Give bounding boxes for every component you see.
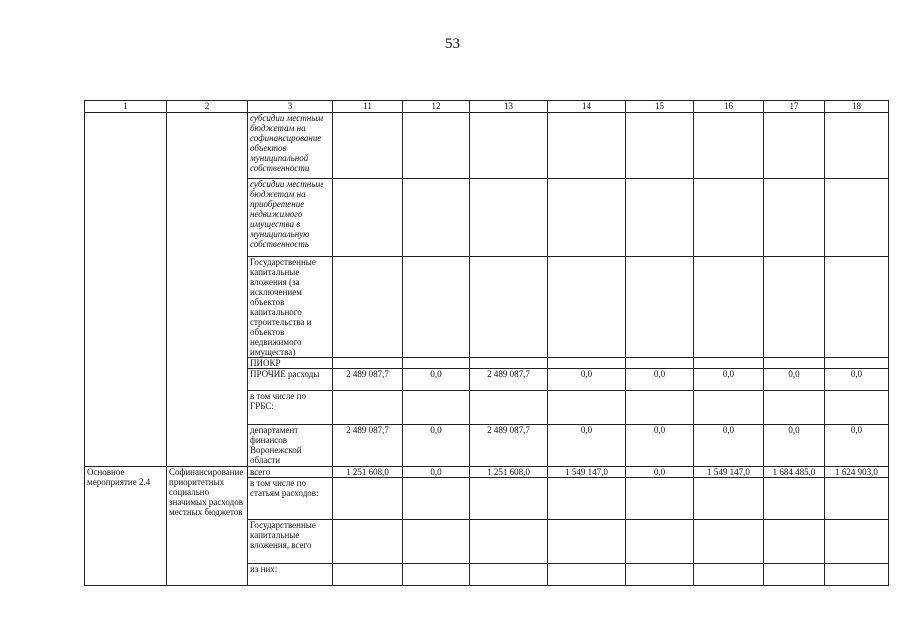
page-number: 53 [445,36,460,52]
table-cell [626,179,694,257]
table-cell [694,520,764,564]
table-cell: 0,0 [694,425,764,467]
table-cell [333,478,403,520]
table-cell: 0,0 [626,425,694,467]
table-cell [333,520,403,564]
header-cell: 15 [626,101,694,113]
table-cell: 0,0 [764,425,825,467]
table-cell [694,358,764,369]
table-cell [333,564,403,586]
table-cell [403,520,470,564]
header-cell: 17 [764,101,825,113]
row-label: департамент финансов Воронежской области [248,425,333,467]
header-cell: 18 [825,101,889,113]
table-cell: 0,0 [403,467,470,478]
activity-name: Основное мероприятие 2.4 [85,467,167,586]
table-cell [403,358,470,369]
table-cell: 2 489 087,7 [470,425,548,467]
table-cell [626,113,694,179]
table-cell [825,257,889,358]
table-cell [548,391,626,425]
table-cell [764,391,825,425]
row-label: Государственные капитальные вложения (за исключением объектов капитального строительства и объектов недвижимого имущества) [248,257,333,358]
table-cell: 0,0 [694,369,764,391]
table-cell [764,358,825,369]
table-cell [470,564,548,586]
table-cell [548,564,626,586]
table-cell [333,358,403,369]
table-cell [548,257,626,358]
table-cell [825,113,889,179]
table-cell [470,113,548,179]
row-label: Государственные капитальные вложения, всего [248,520,333,564]
header-cell: 14 [548,101,626,113]
table-cell [333,179,403,257]
table-cell: 1 624 903,0 [825,467,889,478]
table-cell [764,520,825,564]
table-cell [694,113,764,179]
activity-description: Софинансирование приоритетных социально значимых расходов местных бюджетов [167,467,248,586]
table-cell [626,520,694,564]
table-cell: 0,0 [825,369,889,391]
table-cell [626,564,694,586]
table-cell [694,257,764,358]
table-cell [470,520,548,564]
table-cell: 1 251 608,0 [470,467,548,478]
table-cell: 1 549 147,0 [548,467,626,478]
table-cell [694,478,764,520]
table-cell [548,179,626,257]
table-cell: 0,0 [825,425,889,467]
table-cell [694,179,764,257]
table-cell: 1 684 485,0 [764,467,825,478]
table-cell [333,257,403,358]
table-cell [548,520,626,564]
row-label: в том числе по ГРБС: [248,391,333,425]
table-cell: 0,0 [403,369,470,391]
row-label: в том числе по статьям расходов: [248,478,333,520]
header-cell: 3 [248,101,333,113]
table-cell [825,478,889,520]
table-cell [764,257,825,358]
row-label: субсидии местным бюджетам на софинансирование объектов муниципальной собственности [248,113,333,179]
header-cell: 13 [470,101,548,113]
table-cell [764,564,825,586]
table-cell: 2 489 087,7 [333,425,403,467]
row-label: субсидии местным бюджетам на приобретение недвижимого имущества в муниципальную собственность [248,179,333,257]
table-cell [548,478,626,520]
table-cell: 1 251 608,0 [333,467,403,478]
header-cell: 2 [167,101,248,113]
table-cell [825,391,889,425]
table-cell: 0,0 [626,467,694,478]
table-cell [470,478,548,520]
table-cell [548,113,626,179]
row-label: ПИОКР [248,358,333,369]
table-cell [403,257,470,358]
table-row [85,467,889,478]
table-cell [764,478,825,520]
table-cell [403,564,470,586]
table-cell [825,564,889,586]
table-cell [626,478,694,520]
row-label: ПРОЧИЕ расходы [248,369,333,391]
table-cell [626,358,694,369]
table-cell [764,113,825,179]
table-cell [764,179,825,257]
table-cell [470,391,548,425]
table-cell [470,358,548,369]
table-cell [470,179,548,257]
row-label: из них: [248,564,333,586]
table-cell [825,179,889,257]
table-cell [825,520,889,564]
table-cell: 0,0 [548,369,626,391]
table-cell [167,113,248,467]
header-cell: 16 [694,101,764,113]
header-cell: 1 [85,101,167,113]
table-cell: 0,0 [548,425,626,467]
table-cell [626,257,694,358]
table-cell [694,564,764,586]
table-cell: 2 489 087,7 [333,369,403,391]
table-cell [403,179,470,257]
table-row [85,113,889,179]
table-cell [548,358,626,369]
table-cell [333,113,403,179]
table-cell [825,358,889,369]
table-cell [470,257,548,358]
header-row [85,101,889,113]
table-cell [626,391,694,425]
table-cell: 2 489 087,7 [470,369,548,391]
table-cell [403,391,470,425]
budget-table [84,100,889,586]
table-cell: 1 549 147,0 [694,467,764,478]
table-cell: 0,0 [626,369,694,391]
table-cell [403,113,470,179]
table-cell [85,113,167,467]
table-cell [403,478,470,520]
row-label: всего [248,467,333,478]
table-cell: 0,0 [403,425,470,467]
table-cell: 0,0 [764,369,825,391]
header-cell: 12 [403,101,470,113]
table-cell [694,391,764,425]
table-cell [333,391,403,425]
header-cell: 11 [333,101,403,113]
